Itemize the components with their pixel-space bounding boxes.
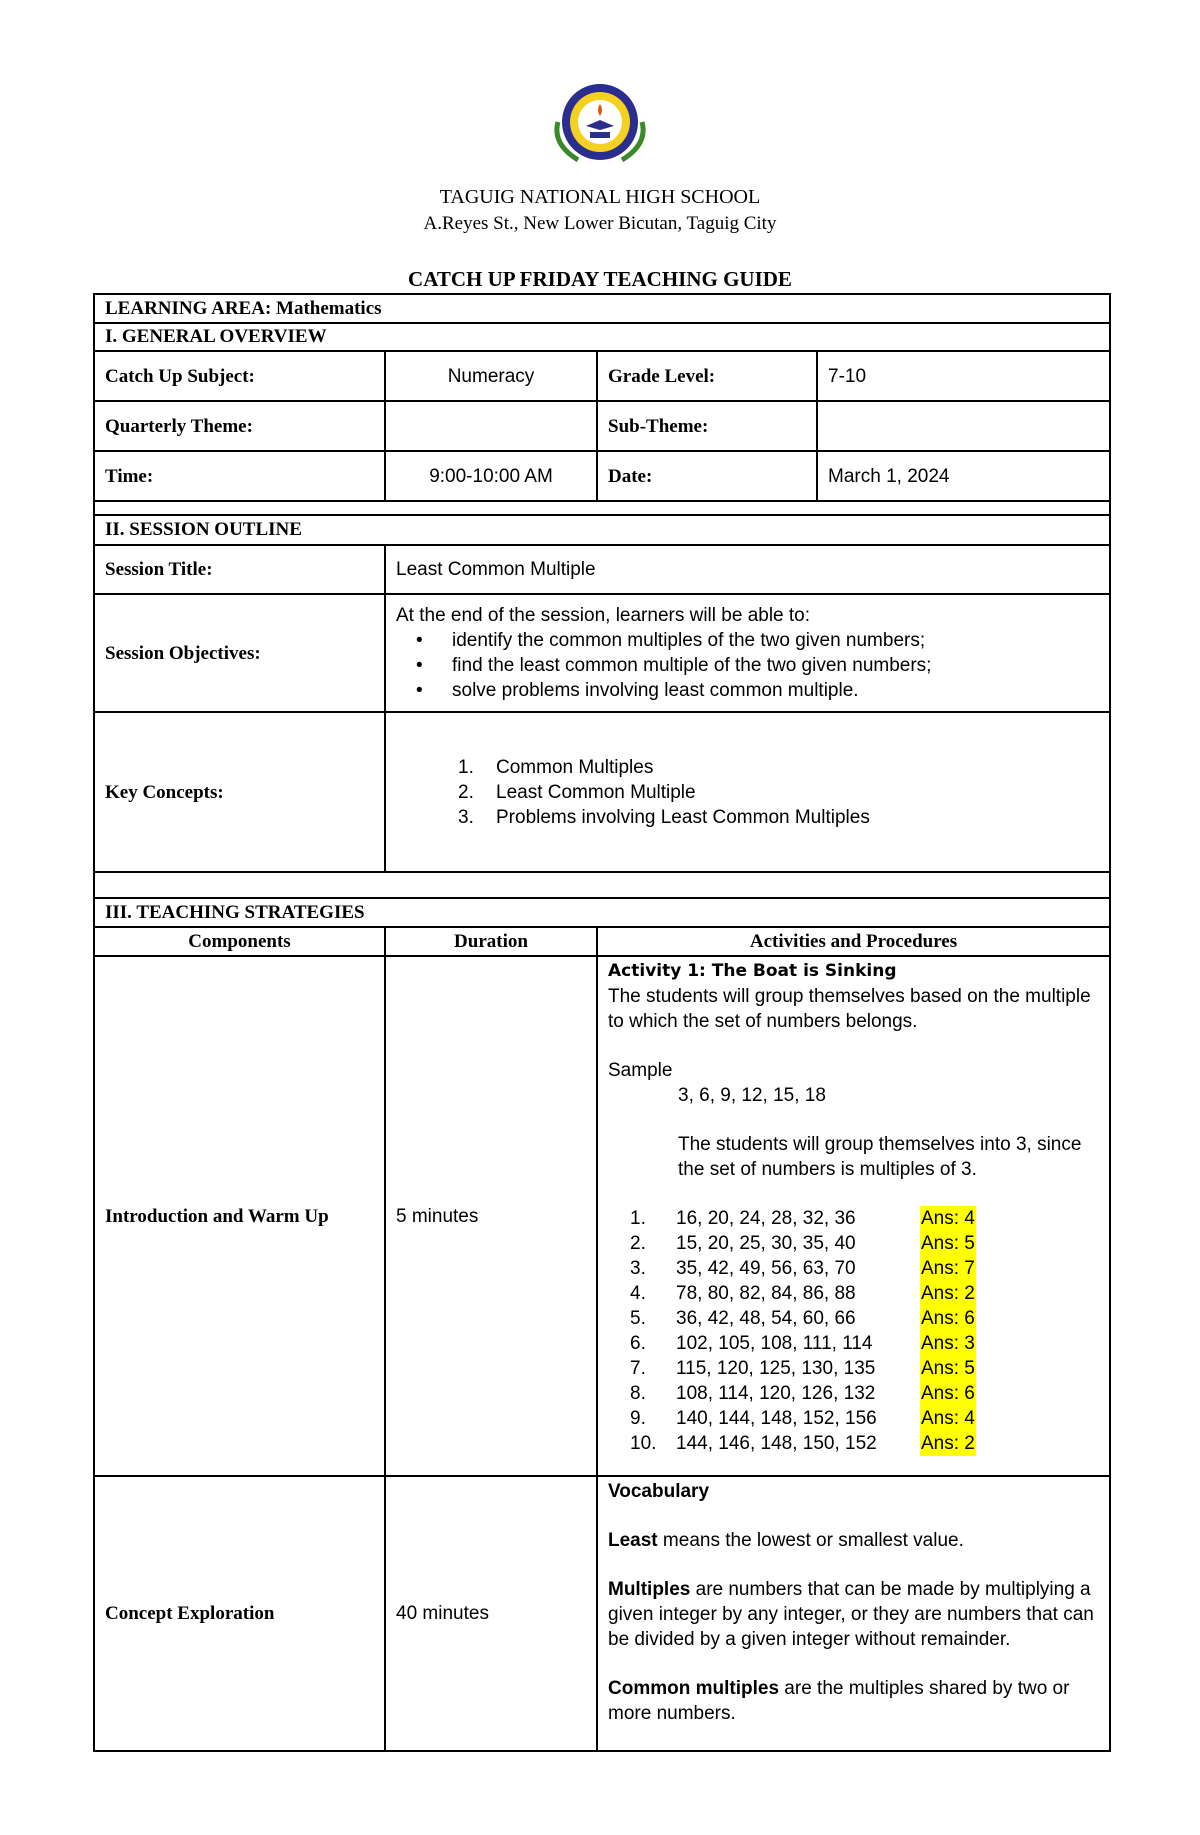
item-numbers: 78, 80, 82, 84, 86, 88 <box>676 1283 856 1304</box>
item-number: 9. <box>630 1408 646 1429</box>
number-set-item <box>630 1206 1099 1231</box>
school-address: A.Reyes St., New Lower Bicutan, Taguig City <box>423 213 777 234</box>
term-multiples: Multiples <box>608 1579 691 1600</box>
item-numbers: 35, 42, 49, 56, 63, 70 <box>676 1258 856 1279</box>
learning-area: LEARNING AREA: Mathematics <box>94 294 1110 323</box>
item-numbers: 115, 120, 125, 130, 135 <box>676 1358 876 1379</box>
date-label: Date: <box>597 451 817 501</box>
definition-multiples <box>608 1577 1099 1652</box>
item-number: 7. <box>630 1358 646 1379</box>
key-concept-number: 1. <box>458 756 474 778</box>
activity-description: The students will group themselves based on the multiple to which the set of numbers belongs. <box>608 986 1091 1032</box>
item-numbers: 144, 146, 148, 150, 152 <box>676 1433 877 1454</box>
number-set-item <box>630 1356 1099 1381</box>
key-concepts <box>385 712 1110 872</box>
catch-up-subject-label: Catch Up Subject: <box>94 351 385 401</box>
number-set-item <box>630 1256 1099 1281</box>
teaching-guide-table <box>93 293 1111 1752</box>
column-header-components: Components <box>94 927 385 956</box>
key-concept-number: 3. <box>458 806 474 828</box>
item-numbers: 102, 105, 108, 111, 114 <box>676 1333 873 1354</box>
time-value: 9:00-10:00 AM <box>385 451 597 501</box>
duration-introduction: 5 minutes <box>385 956 597 1476</box>
item-numbers: 15, 20, 25, 30, 35, 40 <box>676 1233 856 1254</box>
activities-concept-exploration <box>597 1476 1110 1751</box>
item-answer: Ans: 7 <box>921 1258 975 1279</box>
definition-least <box>608 1528 1099 1553</box>
duration-concept-exploration: 40 minutes <box>385 1476 597 1751</box>
sub-theme-label: Sub-Theme: <box>597 401 817 451</box>
number-set-item <box>630 1281 1099 1306</box>
key-concept-text: Least Common Multiple <box>496 781 696 803</box>
item-numbers: 108, 114, 120, 126, 132 <box>676 1383 876 1404</box>
time-label: Time: <box>94 451 385 501</box>
key-concepts-list <box>396 755 1099 830</box>
session-outline-heading: II. SESSION OUTLINE <box>94 515 1110 545</box>
section-spacer <box>94 501 1110 515</box>
def-least: means the lowest or smallest value. <box>657 1530 964 1551</box>
session-objectives-label: Session Objectives: <box>94 594 385 712</box>
item-numbers: 16, 20, 24, 28, 32, 36 <box>676 1208 856 1229</box>
number-set-list <box>630 1206 1099 1456</box>
objective-item: • find the least common multiple of the two given numbers; <box>452 653 1099 678</box>
item-number: 4. <box>630 1283 646 1304</box>
teaching-strategies-heading: III. TEACHING STRATEGIES <box>94 898 1110 927</box>
item-numbers: 36, 42, 48, 54, 60, 66 <box>676 1308 856 1329</box>
def-common-multiples: are the multiples shared by two or more numbers. <box>608 1678 1070 1724</box>
item-answer: Ans: 5 <box>921 1233 975 1254</box>
key-concept-text: Common Multiples <box>496 756 654 778</box>
objective-item: • solve problems involving least common multiple. <box>452 678 1099 703</box>
quarterly-theme-value <box>385 401 597 451</box>
grade-level-label: Grade Level: <box>597 351 817 401</box>
key-concept-item <box>458 755 1099 780</box>
item-number: 6. <box>630 1333 646 1354</box>
catch-up-subject-value: Numeracy <box>385 351 597 401</box>
item-answer: Ans: 4 <box>921 1208 975 1229</box>
item-answer: Ans: 2 <box>921 1283 975 1304</box>
component-introduction: Introduction and Warm Up <box>94 956 385 1476</box>
number-set-item <box>630 1306 1099 1331</box>
def-multiples: are numbers that can be made by multiplying a given integer by any integer, or they are numbers that can be divided by a given integer without remainder. <box>608 1579 1094 1650</box>
number-set-item <box>630 1231 1099 1256</box>
key-concepts-label: Key Concepts: <box>94 712 385 872</box>
column-header-activities: Activities and Procedures <box>597 927 1110 956</box>
item-number: 10. <box>630 1433 657 1454</box>
objectives-intro: At the end of the session, learners will be able to: <box>396 605 811 626</box>
session-title-value: Least Common Multiple <box>385 545 1110 594</box>
column-header-duration: Duration <box>385 927 597 956</box>
item-numbers: 140, 144, 148, 152, 156 <box>676 1408 877 1429</box>
activity-title: Activity 1: The Boat is Sinking <box>608 961 897 981</box>
item-number: 2. <box>630 1233 646 1254</box>
item-answer: Ans: 6 <box>921 1308 975 1329</box>
school-name: TAGUIG NATIONAL HIGH SCHOOL <box>439 186 761 208</box>
component-concept-exploration: Concept Exploration <box>94 1476 385 1751</box>
key-concept-item <box>458 780 1099 805</box>
school-seal-logo <box>548 82 652 166</box>
quarterly-theme-label: Quarterly Theme: <box>94 401 385 451</box>
session-title-label: Session Title: <box>94 545 385 594</box>
key-concept-number: 2. <box>458 781 474 803</box>
term-least: Least <box>608 1530 658 1551</box>
number-set-item <box>630 1406 1099 1431</box>
session-objectives <box>385 594 1110 712</box>
item-number: 8. <box>630 1383 646 1404</box>
item-number: 1. <box>630 1208 646 1229</box>
section-spacer <box>94 872 1110 898</box>
sub-theme-value <box>817 401 1110 451</box>
sample-explanation: The students will group themselves into 3, since the set of numbers is multiples of 3. <box>678 1134 1082 1180</box>
sample-label: Sample <box>608 1060 673 1081</box>
number-set-item <box>630 1381 1099 1406</box>
objective-item: • identify the common multiples of the two given numbers; <box>452 628 1099 653</box>
vocabulary-heading: Vocabulary <box>608 1481 710 1502</box>
general-overview-heading: I. GENERAL OVERVIEW <box>94 323 1110 351</box>
item-answer: Ans: 5 <box>921 1358 975 1379</box>
number-set-item <box>630 1431 1099 1456</box>
item-number: 5. <box>630 1308 646 1329</box>
grade-level-value: 7-10 <box>817 351 1110 401</box>
key-concept-item <box>458 805 1099 830</box>
key-concept-text: Problems involving Least Common Multiples <box>496 806 870 828</box>
item-answer: Ans: 6 <box>921 1383 975 1404</box>
term-common-multiples: Common multiples <box>608 1678 780 1699</box>
activities-introduction <box>597 956 1110 1476</box>
number-set-item <box>630 1331 1099 1356</box>
sample-numbers: 3, 6, 9, 12, 15, 18 <box>678 1085 826 1106</box>
item-answer: Ans: 4 <box>921 1408 975 1429</box>
item-answer: Ans: 2 <box>921 1433 975 1454</box>
item-answer: Ans: 3 <box>921 1333 975 1354</box>
date-value: March 1, 2024 <box>817 451 1110 501</box>
item-number: 3. <box>630 1258 646 1279</box>
objectives-list <box>396 628 1099 703</box>
document-title: CATCH UP FRIDAY TEACHING GUIDE <box>408 267 792 291</box>
definition-common-multiples <box>608 1676 1099 1726</box>
